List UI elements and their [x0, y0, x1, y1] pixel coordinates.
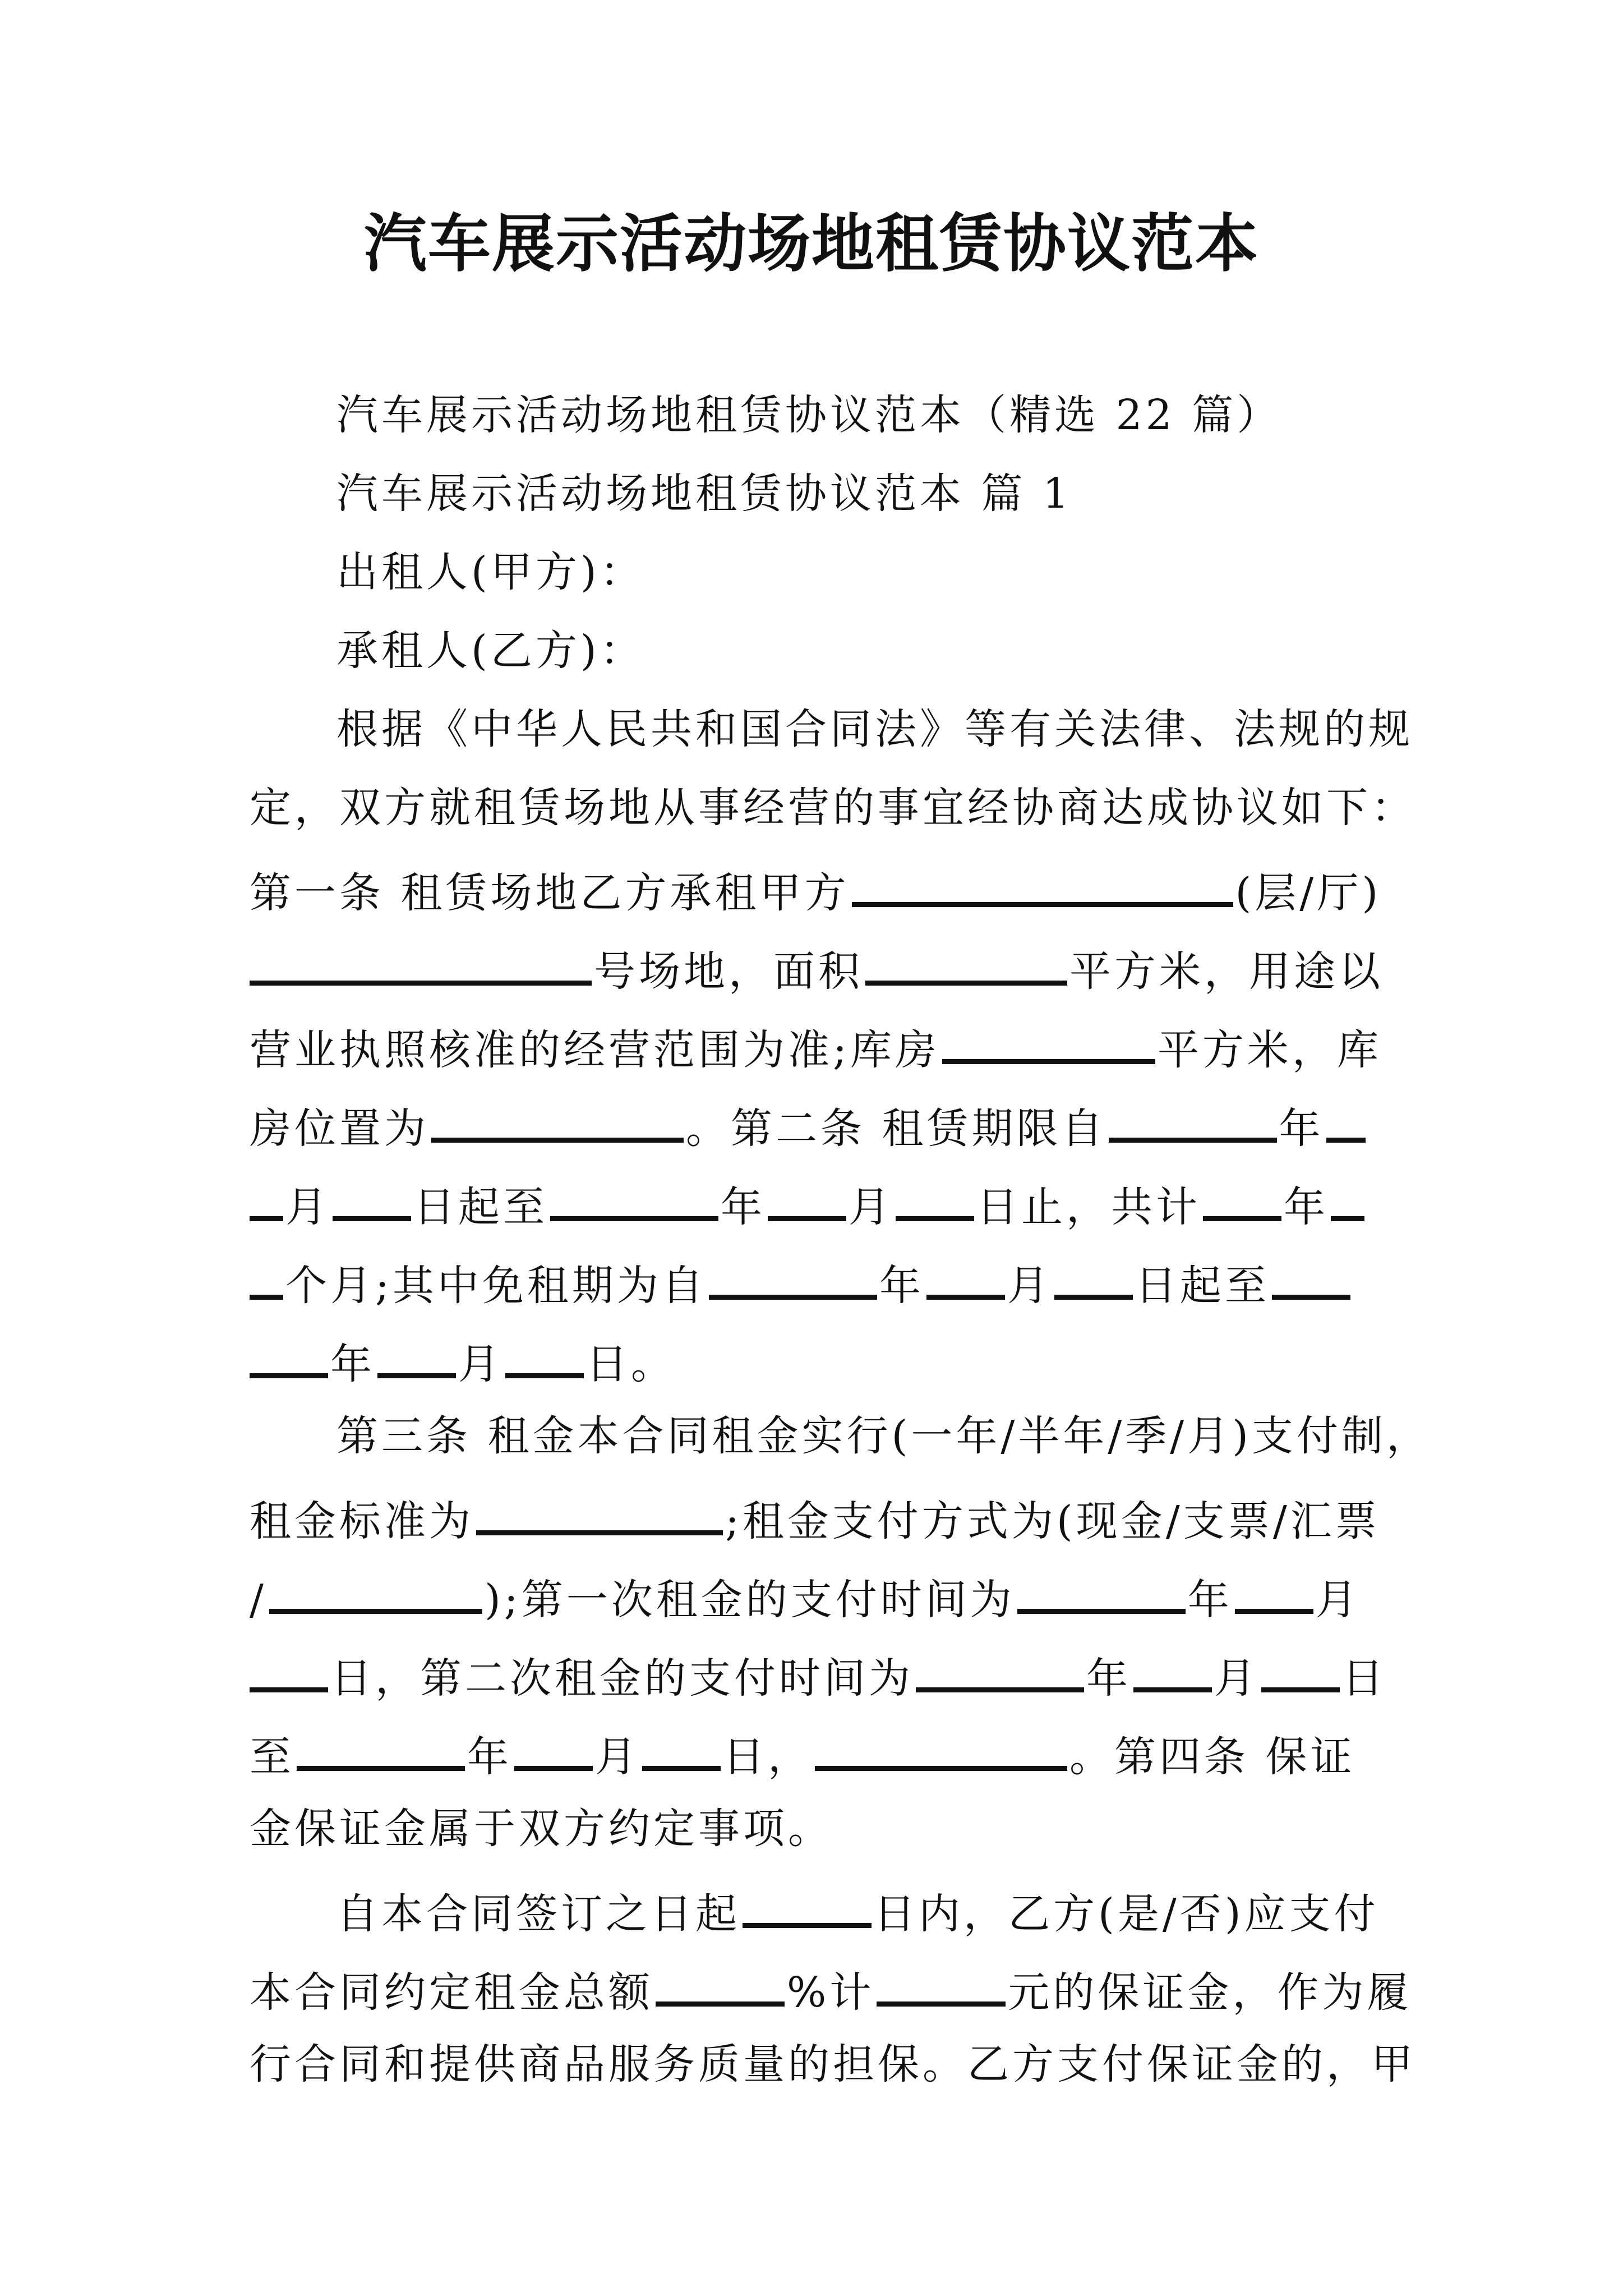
paragraph-line: 第三条 租金本合同租金实行(一年/半年/季/月)支付制， — [336, 1412, 1432, 1460]
text-run: / — [250, 1576, 267, 1624]
text-run: 年 — [1187, 1576, 1233, 1624]
text-run: 平方米，用途以 — [1069, 947, 1384, 996]
paragraph-line — [250, 937, 1388, 1000]
text-run: 日。 — [586, 1340, 676, 1388]
text-run: );第一次租金的支付时间为 — [484, 1576, 1015, 1624]
text-run: 月 — [1007, 1262, 1052, 1310]
paragraph-line — [250, 858, 1388, 921]
text-run: 个月;其中免租期为自 — [285, 1262, 707, 1310]
text-run: 本合同约定租金总额 — [250, 1968, 653, 2017]
text-run: 年 — [330, 1340, 375, 1388]
fill-in-blank[interactable] — [709, 1251, 877, 1300]
text-run: 月 — [458, 1340, 503, 1388]
fill-in-blank[interactable] — [333, 1172, 411, 1221]
text-run: ;租金支付方式为(现金/支票/汇票 — [725, 1497, 1380, 1545]
paragraph-line — [250, 1644, 1388, 1706]
fill-in-blank[interactable] — [1272, 1251, 1350, 1300]
fill-in-blank[interactable] — [1261, 1644, 1340, 1692]
lessor-label: 出租人(甲方)： — [336, 548, 645, 596]
fill-in-blank[interactable] — [865, 937, 1067, 986]
text-run: 月 — [1214, 1654, 1259, 1703]
fill-in-blank[interactable] — [250, 1251, 283, 1300]
paragraph-line — [250, 1172, 1388, 1235]
fill-in-blank[interactable] — [743, 1879, 872, 1928]
text-run: 日， — [723, 1733, 813, 1781]
text-run: 月 — [1315, 1576, 1361, 1624]
section-heading: 汽车展示活动场地租赁协议范本 篇 1 — [336, 470, 1073, 518]
text-run: 第一条 租赁场地乙方承租甲方 — [250, 869, 850, 917]
fill-in-blank[interactable] — [250, 1329, 328, 1378]
fill-in-blank[interactable] — [269, 1565, 482, 1614]
text-run: 元的保证金，作为履 — [1008, 1968, 1412, 2017]
fill-in-blank[interactable] — [250, 1172, 283, 1221]
fill-in-blank[interactable] — [815, 1722, 1067, 1771]
fill-in-blank[interactable] — [505, 1329, 584, 1378]
fill-in-blank[interactable] — [250, 937, 592, 986]
paragraph-line: 定，双方就租赁场地从事经营的事宜经协商达成协议如下： — [250, 784, 1416, 832]
paragraph-line: 金保证金属于双方约定事项。 — [250, 1805, 833, 1853]
text-run: 日止，共计 — [976, 1183, 1201, 1231]
paragraph-line — [250, 1015, 1388, 1078]
text-run: 。第四条 保证 — [1069, 1733, 1355, 1781]
text-run: (层/厅) — [1235, 869, 1382, 917]
paragraph-line — [250, 1722, 1388, 1785]
text-run: 。第二条 租赁期限自 — [686, 1105, 1106, 1153]
fill-in-blank[interactable] — [1235, 1565, 1313, 1614]
paragraph-line: 行合同和提供商品服务质量的担保。乙方支付保证金的，甲 — [250, 2040, 1416, 2088]
text-run: 租金标准为 — [250, 1497, 474, 1545]
fill-in-blank[interactable] — [1109, 1094, 1277, 1143]
document-subtitle: 汽车展示活动场地租赁协议范本（精选 22 篇） — [336, 391, 1282, 439]
fill-in-blank[interactable] — [1331, 1172, 1364, 1221]
text-run: 年 — [1279, 1105, 1324, 1153]
fill-in-blank[interactable] — [852, 858, 1233, 907]
text-run: 日，第二次租金的支付时间为 — [330, 1654, 914, 1703]
fill-in-blank[interactable] — [1203, 1172, 1281, 1221]
fill-in-blank[interactable] — [250, 1644, 328, 1692]
fill-in-blank[interactable] — [476, 1487, 723, 1535]
paragraph-line — [250, 1487, 1388, 1549]
text-run: 自本合同签订之日起 — [336, 1890, 740, 1938]
text-run: 年 — [1086, 1654, 1131, 1703]
text-run: 房位置为 — [250, 1105, 429, 1153]
text-run: 营业执照核准的经营范围为准;库房 — [250, 1026, 940, 1074]
text-run: 年 — [721, 1183, 766, 1231]
text-run: 号场地，面积 — [594, 947, 863, 996]
text-run: 至 — [250, 1733, 294, 1781]
fill-in-blank[interactable] — [942, 1015, 1155, 1064]
fill-in-blank[interactable] — [431, 1094, 684, 1143]
fill-in-blank[interactable] — [877, 1958, 1006, 2007]
document-title: 汽车展示活动场地租赁协议范本 — [364, 207, 1259, 280]
text-run: 日内，乙方(是/否)应支付 — [874, 1890, 1379, 1938]
fill-in-blank[interactable] — [642, 1722, 721, 1771]
fill-in-blank[interactable] — [916, 1644, 1084, 1692]
text-run: 月 — [849, 1183, 893, 1231]
text-run: 日起至 — [1135, 1262, 1270, 1310]
text-run: 日起至 — [413, 1183, 548, 1231]
text-run: 年 — [467, 1733, 512, 1781]
paragraph-line — [250, 1565, 1388, 1628]
text-run: 年 — [1284, 1183, 1329, 1231]
paragraph-line — [250, 1094, 1388, 1157]
fill-in-blank[interactable] — [768, 1172, 846, 1221]
fill-in-blank[interactable] — [377, 1329, 456, 1378]
fill-in-blank[interactable] — [1054, 1251, 1133, 1300]
fill-in-blank[interactable] — [1017, 1565, 1186, 1614]
fill-in-blank[interactable] — [656, 1958, 785, 2007]
text-run: %计 — [787, 1968, 875, 2017]
paragraph-line — [336, 1879, 1388, 1942]
paragraph-line — [250, 1958, 1412, 2021]
text-run: 平方米，库 — [1157, 1026, 1382, 1074]
fill-in-blank[interactable] — [1133, 1644, 1212, 1692]
fill-in-blank[interactable] — [1326, 1094, 1366, 1143]
paragraph-line — [250, 1251, 1388, 1314]
text-run: 日 — [1342, 1654, 1387, 1703]
text-run: 年 — [879, 1262, 924, 1310]
paragraph-line — [250, 1329, 1388, 1392]
fill-in-blank[interactable] — [514, 1722, 593, 1771]
fill-in-blank[interactable] — [297, 1722, 465, 1771]
lessee-label: 承租人(乙方)： — [336, 627, 645, 675]
text-run: 月 — [595, 1733, 640, 1781]
paragraph-line: 根据《中华人民共和国合同法》等有关法律、法规的规 — [336, 705, 1413, 753]
fill-in-blank[interactable] — [550, 1172, 718, 1221]
fill-in-blank[interactable] — [926, 1251, 1005, 1300]
text-run: 月 — [285, 1183, 330, 1231]
fill-in-blank[interactable] — [896, 1172, 974, 1221]
